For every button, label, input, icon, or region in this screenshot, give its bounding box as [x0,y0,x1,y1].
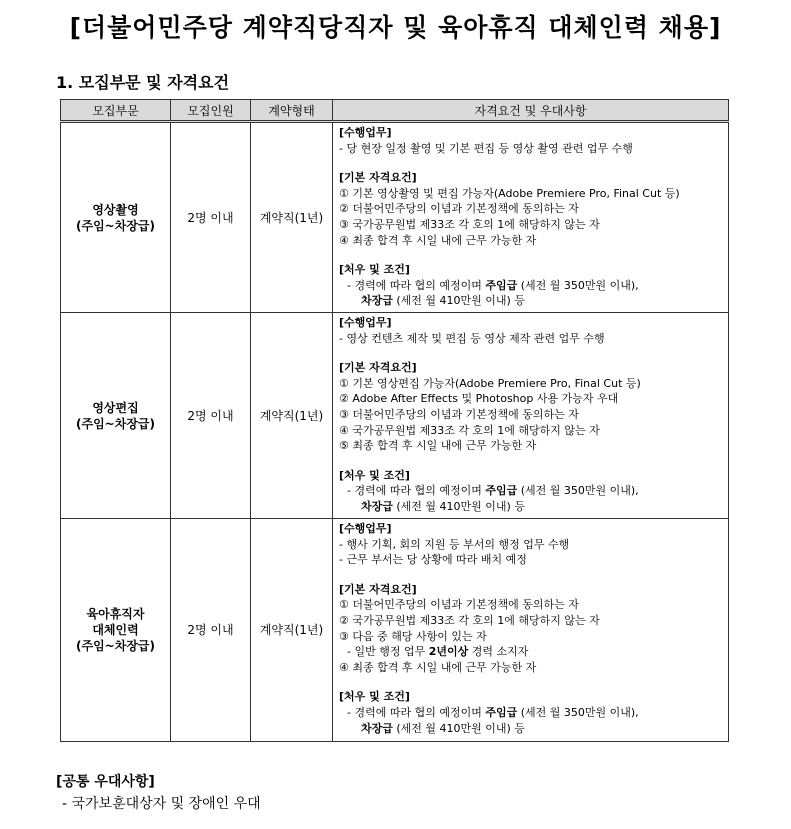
duty-heading: [수행업무] [339,126,392,139]
req-item: ① 기본 영상편집 가능자(Adobe Premiere Pro, Final Cut 등) [339,376,641,390]
dept-name: 영상촬영 [92,202,139,217]
req-item: ① 기본 영상촬영 및 편집 가능자(Adobe Premiere Pro, Final Cut 등) [339,186,680,200]
requirements-cell [333,519,729,742]
cond-line: 차장급 (세전 월 410만원 이내) 등 [361,721,525,735]
dept-name: 영상편집 [92,400,139,415]
duty-item: - 당 현장 일정 촬영 및 기본 편집 등 영상 촬영 관련 업무 수행 [339,141,633,155]
dept-name: 육아휴직자 [86,607,145,621]
req-item: ② 국가공무원법 제33조 각 호의 1에 해당하지 않는 자 [339,613,600,627]
dept-cell [61,313,171,519]
req-heading: [기본 자격요건] [339,171,417,185]
cond-line: - 경력에 따라 협의 예정이며 주임급 (세전 월 350만원 이내), [347,484,639,498]
cond-line: 차장급 (세전 월 410만원 이내) 등 [361,499,525,513]
table-row [61,122,729,313]
req-item: ④ 국가공무원법 제33조 각 호의 1에 해당하지 않는 자 [339,423,600,437]
table-header-row [61,100,729,122]
count-cell: 2명 이내 [171,122,251,313]
cond-line: - 경력에 따라 협의 예정이며 주임급 (세전 월 350만원 이내), [347,278,639,292]
table-row [61,313,729,519]
type-cell: 계약직(1년) [251,313,333,519]
cond-line: 차장급 (세전 월 410만원 이내) 등 [361,294,525,308]
duty-item: - 행사 기획, 회의 지원 등 부서의 행정 업무 수행 [339,537,570,551]
dept-grade: (주임~차장급) [76,218,155,233]
dept-cell [61,122,171,313]
req-sub-item: - 일반 행정 업무 2년이상 경력 소지자 [347,645,529,659]
req-item: ③ 다음 중 해당 사항이 있는 자 [339,629,487,643]
count-cell: 2명 이내 [171,519,251,742]
req-item: ④ 최종 합격 후 시일 내에 근무 가능한 자 [339,660,537,674]
cond-heading: [처우 및 조건] [339,468,410,482]
header-count: 모집인원 [171,100,251,122]
header-requirements: 자격요건 및 우대사항 [333,100,729,122]
common-preference-item: - 국가보훈대상자 및 장애인 우대 [62,796,261,812]
req-item: ③ 국가공무원법 제33조 각 호의 1에 해당하지 않는 자 [339,217,600,231]
page-title: [더불어민주당 계약직당직자 및 육아휴직 대체인력 채용] [69,13,722,42]
duty-heading: [수행업무] [339,316,392,329]
requirements-cell [333,313,729,519]
header-type: 계약형태 [251,100,333,122]
header-dept: 모집부문 [61,100,171,122]
duty-heading: [수행업무] [339,522,392,535]
table-row [61,519,729,742]
req-heading: [기본 자격요건] [339,361,417,375]
dept-cell [61,519,171,742]
req-heading: [기본 자격요건] [339,582,417,596]
dept-name-2: 대체인력 [92,623,139,637]
req-item: ③ 더불어민주당의 이념과 기본정책에 동의하는 자 [339,407,579,421]
duty-item: - 근무 부서는 당 상황에 따라 배치 예정 [339,553,527,567]
type-cell: 계약직(1년) [251,122,333,313]
req-item: ② Adobe After Effects 및 Photoshop 사용 가능자 우대 [339,392,619,406]
section-heading: 1. 모집부문 및 자격요건 [56,73,230,92]
type-cell: 계약직(1년) [251,519,333,742]
req-item: ② 더불어민주당의 이념과 기본정책에 동의하는 자 [339,202,579,216]
recruitment-table [60,99,729,742]
req-item: ⑤ 최종 합격 후 시일 내에 근무 가능한 자 [339,439,537,453]
cond-line: - 경력에 따라 협의 예정이며 주임급 (세전 월 350만원 이내), [347,705,639,719]
common-preference-heading: [공통 우대사항] [56,774,155,790]
req-item: ④ 최종 합격 후 시일 내에 근무 가능한 자 [339,233,537,247]
dept-grade: (주임~차장급) [76,416,155,431]
duty-item: - 영상 컨텐츠 제작 및 편집 등 영상 제작 관련 업무 수행 [339,331,605,345]
req-item: ① 더불어민주당의 이념과 기본정책에 동의하는 자 [339,598,579,612]
count-cell: 2명 이내 [171,313,251,519]
requirements-cell [333,122,729,313]
dept-grade: (주임~차장급) [76,639,155,653]
cond-heading: [처우 및 조건] [339,263,410,277]
cond-heading: [처우 및 조건] [339,690,410,704]
